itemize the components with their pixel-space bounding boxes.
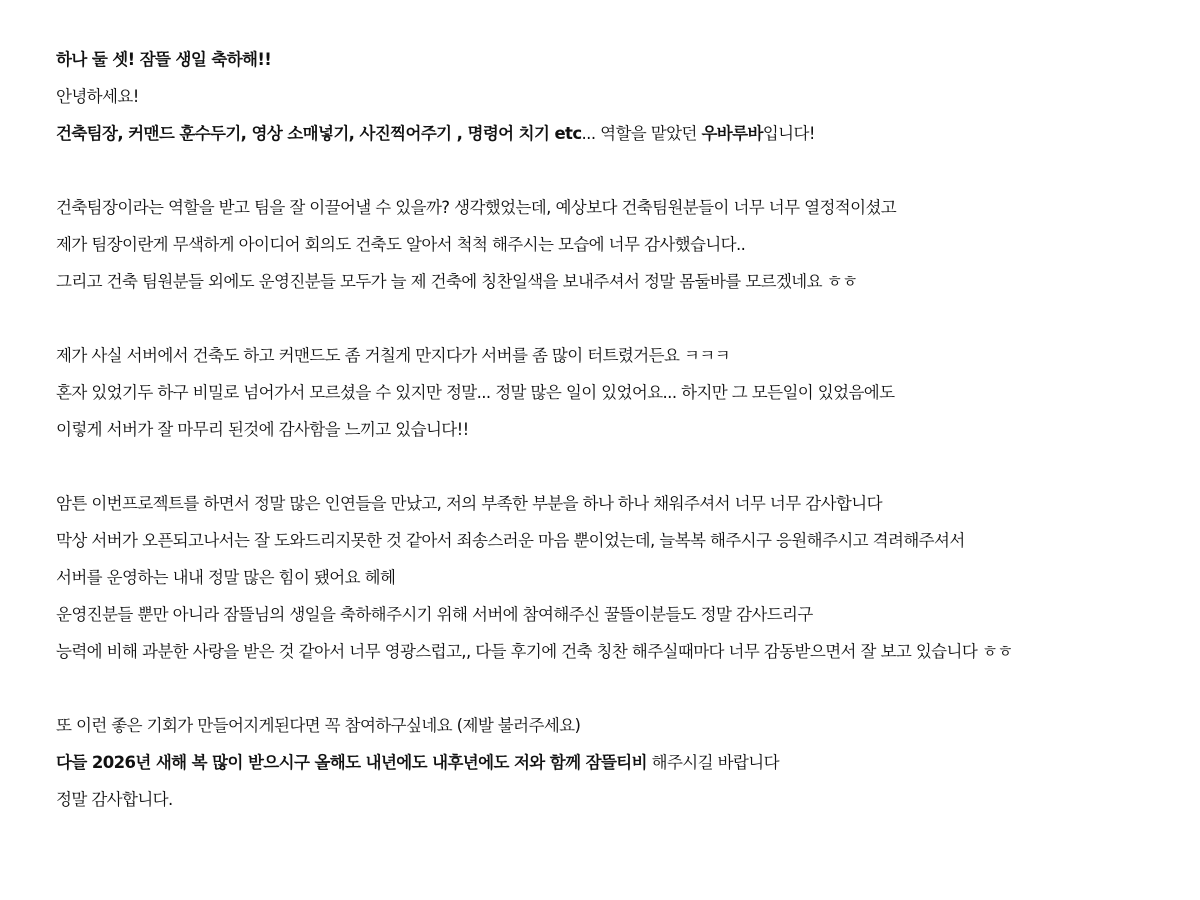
- author-name: 우바루바: [701, 124, 763, 143]
- letter-line: 건축팀장이라는 역할을 받고 팀을 잘 이끌어낼 수 있을까? 생각했었는데, 예상보다 건축팀원분들이 너무 너무 열정적이셨고: [56, 198, 897, 217]
- letter-signoff: 정말 감사합니다.: [56, 790, 173, 809]
- letter-closing-line: [56, 751, 1144, 788]
- letter-greeting: 안녕하세요!: [56, 87, 139, 106]
- letter-line: 서버를 운영하는 내내 정말 많은 힘이 됐어요 헤헤: [56, 568, 396, 587]
- letter-line: 능력에 비해 과분한 사랑을 받은 것 같아서 너무 영광스럽고,, 다들 후기에 건축 칭찬 해주실때마다 너무 감동받으면서 잘 보고 있습니다 ㅎㅎ: [56, 642, 1013, 661]
- letter-line: 제가 팀장이란게 무색하게 아이디어 회의도 건축도 알아서 척척 해주시는 모습에 너무 감사했습니다..: [56, 235, 746, 254]
- letter-line: 이렇게 서버가 잘 마무리 된것에 감사함을 느끼고 있습니다!!: [56, 420, 469, 439]
- roles-text: 건축팀장, 커맨드 훈수두기, 영상 소매넣기, 사진찍어주기 , 명령어 치기 etc: [56, 124, 582, 143]
- paragraph-spacer: [56, 307, 1144, 344]
- letter-intro-line: [56, 122, 1144, 159]
- letter-line: 막상 서버가 오픈되고나서는 잘 도와드리지못한 것 같아서 죄송스러운 마음 뿐이었는데, 늘복복 해주시구 응원해주시고 격려해주셔서: [56, 531, 965, 550]
- letter-line: 또 이런 좋은 기회가 만들어지게된다면 꼭 참여하구싶네요 (제발 불러주세요): [56, 716, 581, 735]
- paragraph-spacer: [56, 677, 1144, 714]
- letter-line: 제가 사실 서버에서 건축도 하고 커맨드도 좀 거칠게 만지다가 서버를 좀 많이 터트렸거든요 ㅋㅋㅋ: [56, 346, 730, 365]
- paragraph-spacer: [56, 455, 1144, 492]
- letter-line: 암튼 이번프로젝트를 하면서 정말 많은 인연들을 만났고, 저의 부족한 부분을 하나 하나 채워주셔서 너무 너무 감사합니다: [56, 494, 882, 513]
- letter-line: 그리고 건축 팀원분들 외에도 운영진분들 모두가 늘 제 건축에 칭찬일색을 보내주셔서 정말 몸둘바를 모르겠네요 ㅎㅎ: [56, 272, 858, 291]
- letter-line: 운영진분들 뿐만 아니라 잠뜰님의 생일을 축하해주시기 위해 서버에 참여해주신 꿀뜰이분들도 정말 감사드리구: [56, 605, 813, 624]
- new-year-wish-text: 다들 2026년 새해 복 많이 받으시구 올해도 내년에도 내후년에도 저와 함께 잠뜰티비: [56, 753, 647, 772]
- new-year-wish-rest: 해주시길 바랍니다: [646, 753, 779, 772]
- paragraph-spacer: [56, 159, 1144, 196]
- roles-rest-text: ... 역할을 맡았던: [581, 124, 702, 143]
- letter-line: 혼자 있었기두 하구 비밀로 넘어가서 모르셨을 수 있지만 정말... 정말 많은 일이 있었어요... 하지만 그 모든일이 있었음에도: [56, 383, 895, 402]
- intro-end-text: 입니다!: [762, 124, 815, 143]
- letter-title: 하나 둘 셋! 잠뜰 생일 축하해!!: [56, 50, 272, 69]
